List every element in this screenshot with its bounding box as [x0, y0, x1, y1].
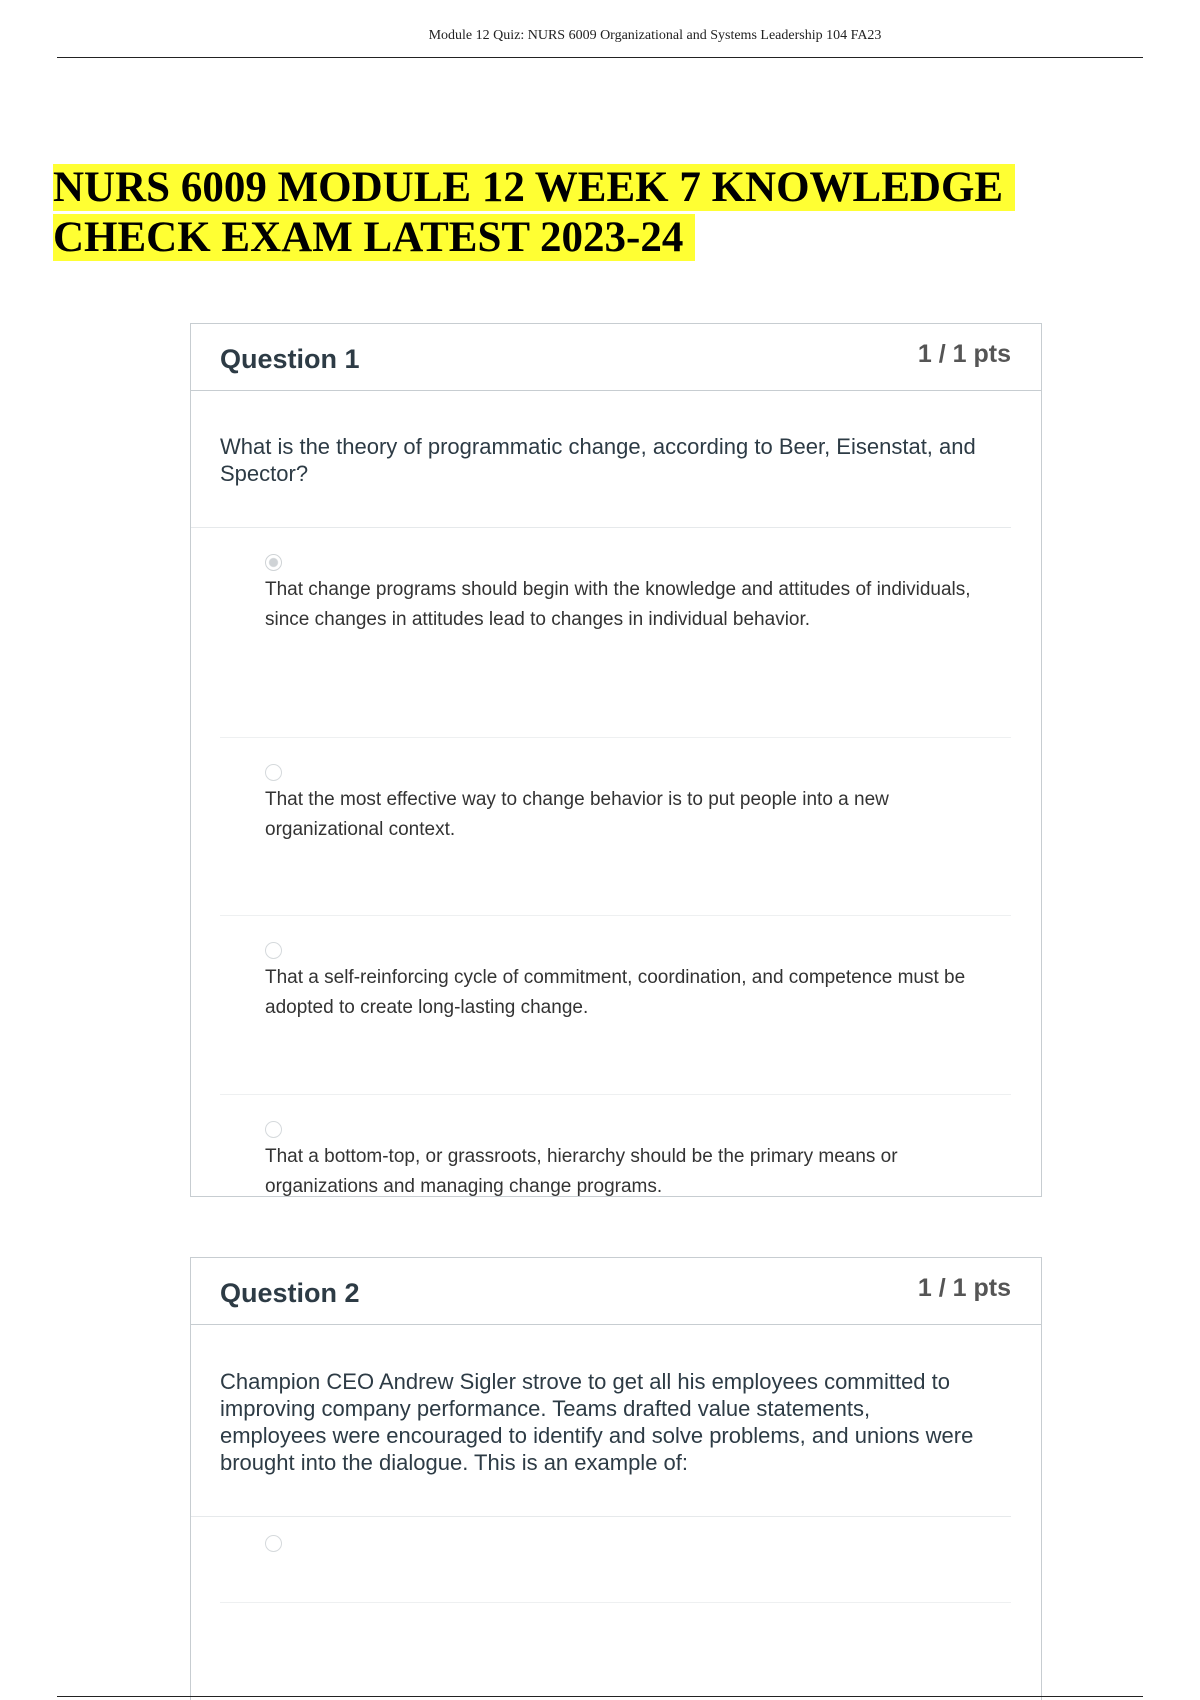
- radio-icon[interactable]: [265, 1535, 282, 1552]
- answer-option[interactable]: [220, 738, 1011, 916]
- question-name: Question 2: [220, 1278, 360, 1308]
- title-line-1: NURS 6009 MODULE 12 WEEK 7 KNOWLEDGE: [53, 164, 1015, 211]
- header-rule: [57, 57, 1143, 58]
- radio-icon[interactable]: [265, 1121, 282, 1138]
- answer-text: That the most effective way to change behavior is to put people into a new organizational context.: [265, 789, 889, 840]
- running-header: Module 12 Quiz: NURS 6009 Organizational and Systems Leadership 104 FA23: [428, 28, 882, 43]
- question-points: 1 / 1 pts: [917, 1274, 1011, 1302]
- answer-option[interactable]: [220, 916, 1011, 1095]
- radio-selected-icon[interactable]: [265, 554, 282, 571]
- answer-text: That a bottom-top, or grassroots, hierarchy should be the primary means or organizations and managing change programs.: [265, 1146, 898, 1197]
- question-header: [191, 1258, 1041, 1325]
- answer-option[interactable]: [220, 528, 1011, 738]
- answer-option[interactable]: [220, 1095, 1011, 1271]
- question-name: Question 1: [220, 344, 360, 374]
- answer-text: That a self-reinforcing cycle of commitment, coordination, and competence must be adopted to create long-lasting change.: [265, 967, 966, 1018]
- footer-rule: [57, 1696, 1143, 1697]
- question-1-card: [190, 323, 1042, 1197]
- question-points: 1 / 1 pts: [917, 340, 1011, 368]
- answer-option[interactable]: [220, 1517, 1011, 1603]
- document-title: [53, 163, 1053, 263]
- radio-icon[interactable]: [265, 764, 282, 781]
- question-text: What is the theory of programmatic change, according to Beer, Eisenstat, and Spector?: [191, 391, 1011, 528]
- question-text: Champion CEO Andrew Sigler strove to get all his employees committed to improving company performance. Teams drafted value statements, employees were encouraged to identify and solve problems, and unions were brought into the dialogue. This is an example of:: [191, 1325, 1011, 1517]
- radio-icon[interactable]: [265, 942, 282, 959]
- title-line-2: CHECK EXAM LATEST 2023-24: [53, 214, 695, 261]
- question-header: [191, 324, 1041, 391]
- question-2-card: [190, 1257, 1042, 1700]
- answer-text: That change programs should begin with the knowledge and attitudes of individuals, since changes in attitudes lead to changes in individual behavior.: [265, 579, 971, 630]
